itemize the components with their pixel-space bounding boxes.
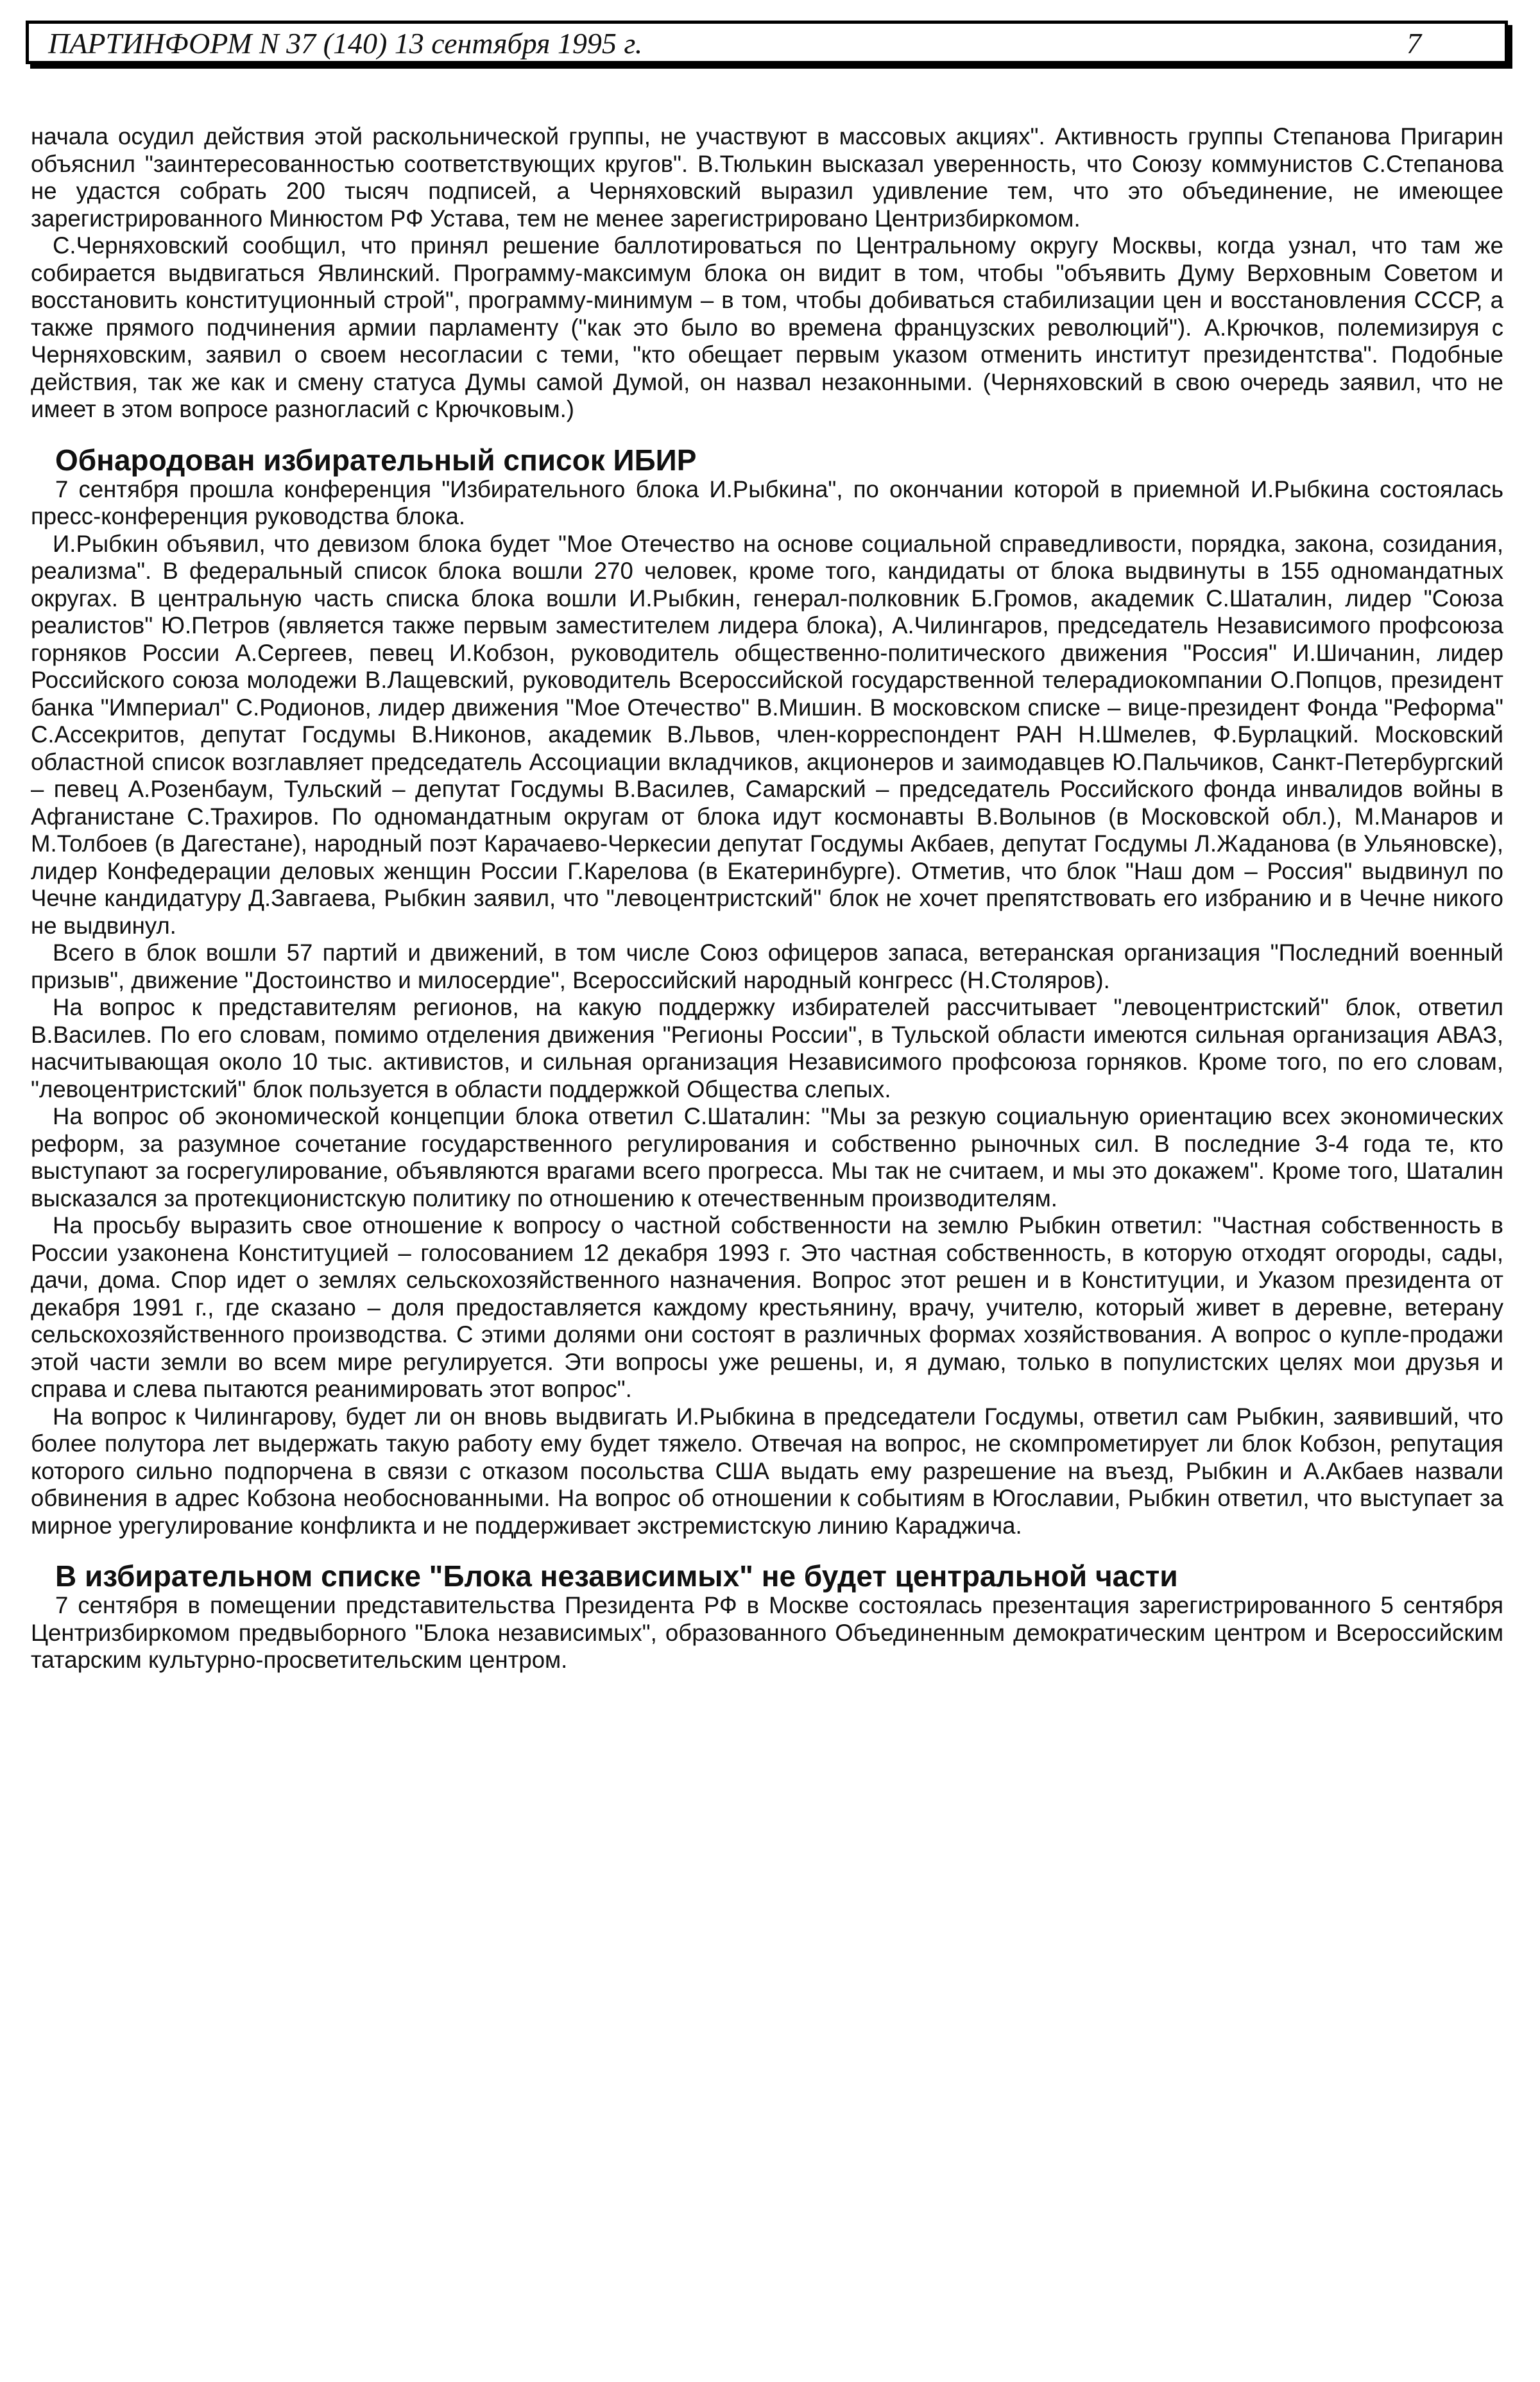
paragraph: На вопрос к Чилингарову, будет ли он вновь выдвигать И.Рыбкина в председатели Госдумы, ответил сам Рыбкин, заявивший, что более полутора лет выдержать такую работу ему будет тяжело. Отвечая на вопрос, не скомпрометирует ли блок Кобзон, репутация которого сильно подпорчена в связи с отказом посольства США выдать ему разрешение на въезд, Рыбкин и А.Акбаев назвали обвинения в адрес Кобзона необоснованными. На вопрос об отношении к событиям в Югославии, Рыбкин ответил, что выступает за мирное урегулирование конфликта и не поддерживает экстремистскую линию Караджича. xyxy=(31,1403,1503,1539)
paragraph: С.Черняховский сообщил, что принял решение баллотироваться по Центральному округу Москвы, когда узнал, что там же собирается выдвигаться Явлинский. Программу-максимум блока он видит в том, чтобы "объявить Думу Верховным Советом и восстановить конституционный строй", программу-минимум – в том, чтобы добиваться стабилизации цен и восстановления СССР, а также прямого подчинения армии парламенту ("как это было во времена французских революций"). А.Крючков, полемизируя с Черняховским, заявил о своем несогласии с теми, "кто обещает первым указом отменить институт президентства". Подобные действия, так же как и смену статуса Думы самой Думой, он назвал незаконными. (Черняховский в свою очередь заявил, что не имеет в этом вопросе разногласий с Крючковым.) xyxy=(31,232,1503,422)
paragraph: начала осудил действия этой раскольнической группы, не участвуют в массовых акциях". Активность группы Степанова Пригарин объяснил "заинтересованностью соответствующих кругов". В.Тюлькин высказал уверенность, что Союзу коммунистов С.Степанова не удастся собрать 200 тысяч подписей, а Черняховский выразил удивление тем, что это объединение, не имеющее зарегистрированного Минюстом РФ Устава, тем не менее зарегистрировано Центризбиркомом. xyxy=(31,123,1503,232)
paragraph: На вопрос к представителям регионов, на какую поддержку избирателей рассчитывает "левоцентристский" блок, ответил В.Василев. По его словам, помимо отделения движения "Регионы России", в Тульской области имеются сильная организация АВАЗ, насчитывающая около 10 тыс. активистов, и сильная организация Независимого профсоюза горняков. Кроме того, по его словам, "левоцентристский" блок пользуется в области поддержкой Общества слепых. xyxy=(31,994,1503,1102)
paragraph: На просьбу выразить свое отношение к вопросу о частной собственности на землю Рыбкин ответил: "Частная собственность в России узаконена Конституцией – голосованием 12 декабря 1993 г. Это частная собственность, в которую отходят огороды, сады, дачи, дома. Спор идет о землях сельскохозяйственного назначения. Вопрос этот решен и в Конституции, и Указом президента от декабря 1991 г., где сказано – доля предоставляется каждому крестьянину, врачу, учителю, который живет в деревне, ветерану сельскохозяйственного производства. С этими долями они состоят в различных формах хозяйствования. А вопрос о купле-продажи этой части земли во всем мире регулируется. Эти вопросы уже решены, и, я думаю, только в популистских целях мои друзья и справа и слева пытаются реанимировать этот вопрос". xyxy=(31,1212,1503,1402)
paragraph: 7 сентября в помещении представительства Президента РФ в Москве состоялась презентация зарегистрированного 5 сентября Центризбиркомом предвыборного "Блока независимых", образованного Объединенным демократическим центром и Всероссийским татарским культурно-просветительским центром. xyxy=(31,1592,1503,1673)
section-heading: Обнародован избирательный список ИБИР xyxy=(55,443,697,477)
paragraph: На вопрос об экономической концепции блока ответил С.Шаталин: "Мы за резкую социальную ориентацию всех экономических реформ, за разумное сочетание государственного регулирования и собственно рыночных сил. В последние 3-4 года те, кто выступают за госрегулирование, объявляются врагами всего прогресса. Мы так не считаем, и мы это докажем". Кроме того, Шаталин высказался за протекционистскую политику по отношению к отечественным производителям. xyxy=(31,1103,1503,1212)
paragraph: И.Рыбкин объявил, что девизом блока будет "Мое Отечество на основе социальной справедливости, порядка, закона, созидания, реализма". В федеральный список блока вошли 270 человек, кроме того, кандидаты от блока выдвинуты в 155 одномандатных округах. В центральную часть списка блока вошли И.Рыбкин, генерал-полковник Б.Громов, академик С.Шаталин, лидер "Союза реалистов" Ю.Петров (является также первым заместителем лидера блока), А.Чилингаров, председатель Независимого профсоюза горняков России А.Сергеев, певец И.Кобзон, руководитель общественно-политического движения "Россия" И.Шичанин, лидер Российского союза молодежи В.Лащевский, руководитель Всероссийской государственной телерадиокомпании О.Попцов, президент банка "Империал" С.Родионов, лидер движения "Мое Отечество" В.Мишин. В московском списке – вице-президент Фонда "Реформа" С.Ассекритов, депутат Госдумы В.Никонов, академик В.Львов, член-корреспондент РАН Н.Шмелев, Ф.Бурлацкий. Московский областной список возглавляет председатель Ассоциации вкладчиков, акционеров и заимодавцев Ю.Пальчиков, Санкт-Петербургский – певец А.Розенбаум, Тульский – депутат Госдумы В.Василев, Самарский – председатель Российского фонда инвалидов войны в Афганистане С.Трахиров. По одномандатным округам от блока идут космонавты В.Волынов (в Московской обл.), М.Манаров и М.Толбоев (в Дагестане), народный поэт Карачаево-Черкесии депутат Госдумы Акбаев, депутат Госдумы Л.Жаданова (в Ульяновске), лидер Конфедерации деловых женщин России Г.Карелова (в Екатеринбурге). Отметив, что блок "Наш дом – Россия" выдвинул по Чечне кандидатуру Д.Завгаева, Рыбкин заявил, что "левоцентристский" блок не хочет препятствовать его избранию и в Чечне никого не выдвинул. xyxy=(31,530,1503,939)
publication-title: ПАРТИНФОРМ N 37 (140) 13 сентября 1995 г. xyxy=(48,27,643,60)
paragraph: 7 сентября прошла конференция "Избирательного блока И.Рыбкина", по окончании которой в приемной И.Рыбкина состоялась пресс-конференция руководства блока. xyxy=(31,476,1503,529)
page-number: 7 xyxy=(1407,27,1421,60)
section-heading: В избирательном списке "Блока независимых" не будет центральной части xyxy=(55,1559,1178,1593)
page-header xyxy=(26,21,1508,64)
article-body xyxy=(31,123,1503,1674)
paragraph: Всего в блок вошли 57 партий и движений, в том числе Союз офицеров запаса, ветеранская организация "Последний военный призыв", движение "Достоинство и милосердие", Всероссийский народный конгресс (Н.Столяров). xyxy=(31,939,1503,993)
